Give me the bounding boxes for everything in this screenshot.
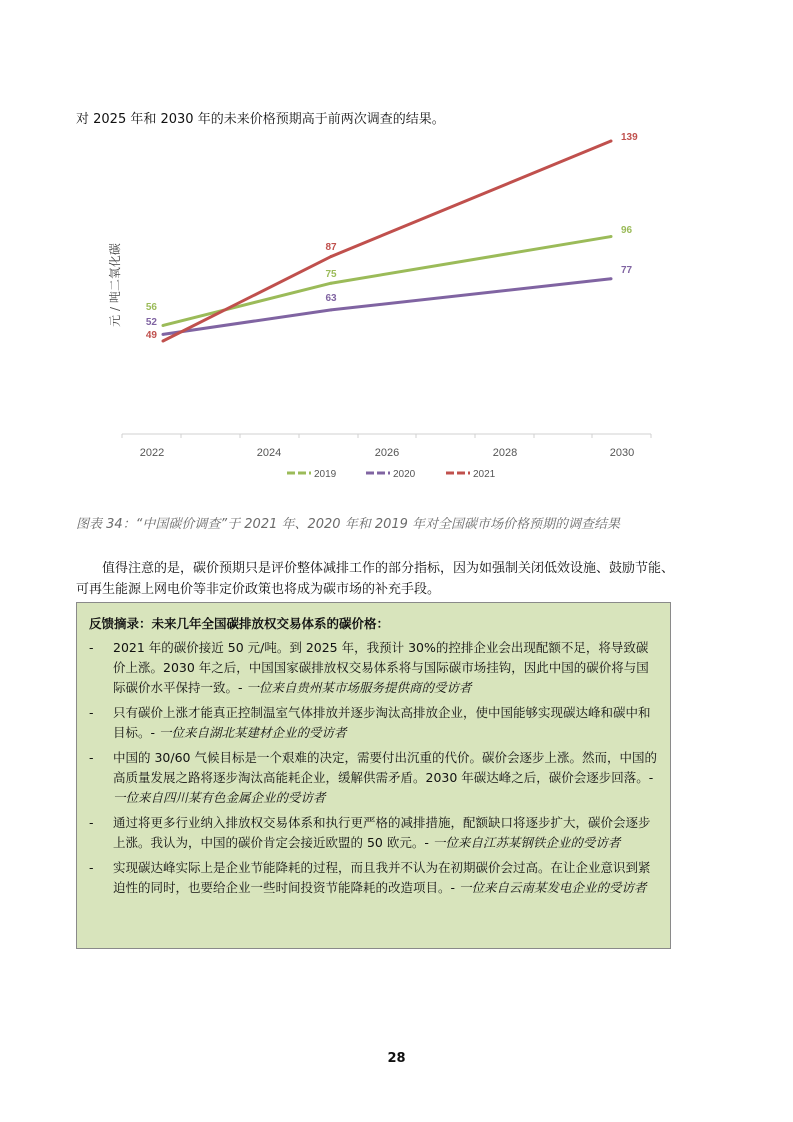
x-tick-label: 2024 [256,447,282,459]
item-dash: - [89,705,94,720]
item-source: 一位来自云南某发电企业的受访者 [459,880,647,895]
item-dash: - [89,750,94,765]
item-source: 一位来自四川某有色金属企业的受访者 [113,790,326,805]
legend-label-2020: 2020 [393,469,416,480]
item-source: 一位来自江苏某钢铁企业的受访者 [432,835,621,850]
feedback-item [89,703,658,743]
data-label-2019: 56 [145,302,157,313]
series-line-2021 [163,141,611,341]
data-point-2020 [610,277,613,280]
legend-label-2021: 2021 [473,469,496,480]
data-label-2019: 75 [325,269,337,280]
item-source: 一位来自贵州某市场服务提供商的受访者 [246,680,472,695]
item-text: 2021 年的碳价接近 50 元/吨。到 2025 年，我预计 30%的控排企业会出现配额不足，将导致碳价上涨。2030 年之后，中国国家碳排放权交易体系将与国际碳市场挂钩，因此中国的碳价将与国际碳价水平保持一致。- [113,640,649,695]
data-label-2021: 139 [621,132,638,143]
data-label-2020: 52 [145,317,157,328]
data-point-2019 [610,235,613,238]
data-point-2021 [162,340,165,343]
item-dash: - [89,815,94,830]
data-point-2019 [162,324,165,327]
x-tick-label: 2022 [139,447,165,459]
data-label-2019: 96 [621,225,633,236]
legend-label-2019: 2019 [314,469,337,480]
x-tick-label: 2028 [492,447,518,459]
item-dash: - [89,860,94,875]
series-line-2019 [163,237,611,326]
feedback-item [89,638,658,698]
item-text: 实现碳达峰实际上是企业节能降耗的过程，而且我并不认为在初期碳价会过高。在让企业意识到紧迫性的同时，也要给企业一些时间投资节能降耗的改造项目。- [113,860,651,895]
data-point-2021 [610,140,613,143]
page-number: 28 [387,1051,406,1066]
feedback-box [76,602,671,949]
feedback-item [89,813,658,853]
carbon-price-line-chart [0,0,793,500]
y-axis-label: 元 / 吨二氧化碳 [108,243,122,327]
data-label-2020: 63 [325,293,337,304]
data-label-2021: 49 [145,330,157,341]
data-point-2021 [330,255,333,258]
figure-caption: 图表 34：“中国碳价调查”于 2021 年、2020 年和 2019 年对全国碳市场价格预期的调查结果 [76,517,621,532]
data-point-2020 [162,333,165,336]
x-tick-label: 2026 [374,447,400,459]
body-paragraph: 值得注意的是，碳价预期只是评价整体减排工作的部分指标，因为如强制关闭低效设施、鼓励节能、可再生能源上网电价等非定价政策也将成为碳市场的补充手段。 [76,561,675,597]
data-point-2020 [330,308,333,311]
feedback-item [89,748,658,808]
x-tick-label: 2030 [609,447,635,459]
intro-text: 对 2025 年和 2030 年的未来价格预期高于前两次调查的结果。 [76,112,445,127]
item-source: 一位来自湖北某建材企业的受访者 [158,725,347,740]
feedback-item [89,858,658,898]
item-text: 通过将更多行业纳入排放权交易体系和执行更严格的减排措施，配额缺口将逐步扩大，碳价会逐步上涨。我认为，中国的碳价肯定会接近欧盟的 50 欧元。- [113,815,651,850]
data-label-2020: 77 [621,265,633,276]
data-label-2021: 87 [325,242,337,253]
data-point-2019 [330,282,333,285]
item-text: 中国的 30/60 气候目标是一个艰难的决定，需要付出沉重的代价。碳价会逐步上涨。然而，中国的高质量发展之路将逐步淘汰高能耗企业，缓解供需矛盾。2030 年碳达峰之后，碳价会逐步回落。- [113,750,657,785]
feedback-title: 反馈摘录：未来几年全国碳排放权交易体系的碳价格： [89,616,390,631]
item-dash: - [89,640,94,655]
item-text: 只有碳价上涨才能真正控制温室气体排放并逐步淘汰高排放企业，使中国能够实现碳达峰和碳中和目标。- [113,705,651,740]
